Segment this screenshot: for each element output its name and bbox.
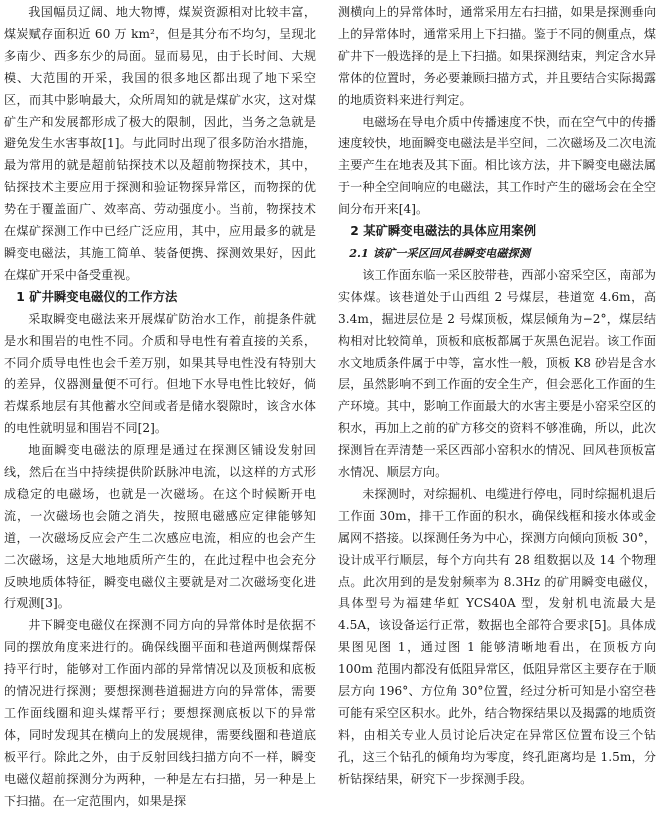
section-1-heading: 1 矿井瞬变电磁仪的工作方法: [16, 289, 178, 304]
section-2-1-heading: 2.1 该矿一采区回风巷瞬变电磁探测: [349, 245, 531, 260]
section-1-paragraph-1: 采取瞬变电磁法来开展煤矿防治水工作，前提条件就是水和围岩的电性不同。介质和导电性有着直接的关系，不同介质导电性也会千差万别，如果其导电性没有特别大的差异，仪器测量便不可行。但地下水导电性比较好，倘若煤系地层有其他蓄水空间或者是储水裂隙时，该含水体的电性就明显和围岩不同[2]。: [4, 311, 316, 436]
section-1-paragraph-2: 地面瞬变电磁法的原理是通过在探测区铺设发射回线，然后在当中持续提供阶跃脉冲电流，以这样的方式形成稳定的电磁场，也就是一次磁场。在这个时候断开电流，一次磁场也会随之消失，按照电磁感应定律能够知道，一次磁场反应会产生二次感应电流，相应的也会产生二次磁场，这是大地地质所产生的，在此过程中也会充分反映地质体特征，瞬变电磁仪主要就是对二次磁场变化进行观测[3]。: [4, 443, 316, 611]
section-2-heading: 2 某矿瞬变电磁法的具体应用案例: [350, 224, 537, 239]
section-1-paragraph-3-continued: 测横向上的异常体时，通常采用左右扫描，如果是探测垂向上的异常体时，通常采用上下扫描。鉴于不同的侧重点，煤矿井下一般选择的是上下扫描。如果探测结束，判定含水异常体的位置时，务必要兼顾扫描方式，并且要结合实际揭露的地质资料来进行判定。: [338, 5, 656, 107]
section-2-1-paragraph-1: 该工作面东临一采区胶带巷，西部小窑采空区，南部为实体煤。该巷道处于山西组 2 号煤层，巷道宽 4.6m，高 3.4m，掘进层位是 2 号煤顶板，煤层倾角为−2°，煤层结构相对比较简单，顶板和底板都属于灰黑色泥岩。该工作面水文地质条件属于中等，富水性一般，顶板 K8 砂岩是含水层，虽然影响不到工作面的安全生产，但会恶化工作面的生产环境。其中，影响工作面最大的水害主要是小窑采空区的积水，再加上之前的矿方移交的资料不够准确，所以，此次探测旨在弄清楚一采区西部小窑积水的情况、回风巷顶板富水情况、顺层方向。: [338, 267, 656, 480]
intro-paragraph: 我国幅员辽阔、地大物博，煤炭资源相对比较丰富，煤炭赋存面积近 60 万 km²，但是其分布不均匀，呈现北多南少、西多东少的局面。显而易见，由于长时间、大规模、大范围的开采，我国的很多地区都出现了地下采空区，而其中影响最大，众所周知的就是煤矿水灾，这对煤矿生产和发展都形成了极大的限制，因此，当务之急就是避免发生水害事故[1]。与此同时出现了很多防治水措施，最为常用的就是超前钻探技术以及超前物探技术，其中，钻探技术主要应用于探测和验证物探异常区，而物探的优势在于覆盖面广、效率高、劳动强度小。当前，物探技术在煤矿探测工作中已经广泛应用，其中，应用最多的就是瞬变电磁法，其施工简单、装备便携、探测效果好，因此在煤矿开采中备受重视。: [4, 5, 316, 282]
section-1-paragraph-4: 电磁场在导电介质中传播速度不快，而在空气中的传播速度较快，地面瞬变电磁法是半空间，二次磁场及二次电流主要产生在地表及其下面。相比该方法，井下瞬变电磁法属于一种全空间响应的电磁法，其工作时产生的磁场会在全空间分布开来[4]。: [338, 114, 656, 217]
left-column: [4, 2, 316, 813]
section-2-1-paragraph-2: 未探测时，对综掘机、电缆进行停电，同时综掘机退后工作面 30m，排干工作面的积水，确保线框和接水体或金属网不搭接。以探测任务为中心，探测方向倾向顶板 30°，设计成平行顺层，每个方向共有 28 组数据以及 14 个物理点。此次用到的是发射频率为 8.3Hz 的矿用瞬变电磁仪，具体型号为福建华虹 YCS40A 型，发射机电流最大是 4.5A，该设备运行正常，数据也全部符合要求[5]。具体成果图见图 1，通过图 1 能够清晰地看出，在顶板方向 100m 范围内都没有低阻异常区，低阻异常区主要存在于顺层方向 196°、方位角 30°位置，经过分析可知是小窑空巷可能有采空区积水。此外，结合物探结果以及揭露的地质资料，由相关专业人员讨论后决定在异常区位置布设三个钻孔，这三个钻孔的倾角均为零度，终孔距离均是 1.5m，分析钻探结果，研究下一步探测手段。: [338, 486, 656, 786]
right-column: [338, 2, 656, 791]
section-1-paragraph-3: 井下瞬变电磁仪在探测不同方向的异常体时是依据不同的摆放角度来进行的。确保线圈平面和巷道两侧煤帮保持平行时，能够对工作面内部的异常情况以及顶板和底板的情况进行探测；要想探测巷道掘进方向的异常体，需要工作面线圈和迎头煤帮平行；要想探测底板以下的异常体，同时发现其在横向上的发展规律，需要线圈和巷道底板平行。除此之外，由于反射回线扫描方向不一样，瞬变电磁仪超前探测分为两种，一种是左右扫描，另一种是上下扫描。在一定范围内，如果是探: [4, 618, 316, 808]
